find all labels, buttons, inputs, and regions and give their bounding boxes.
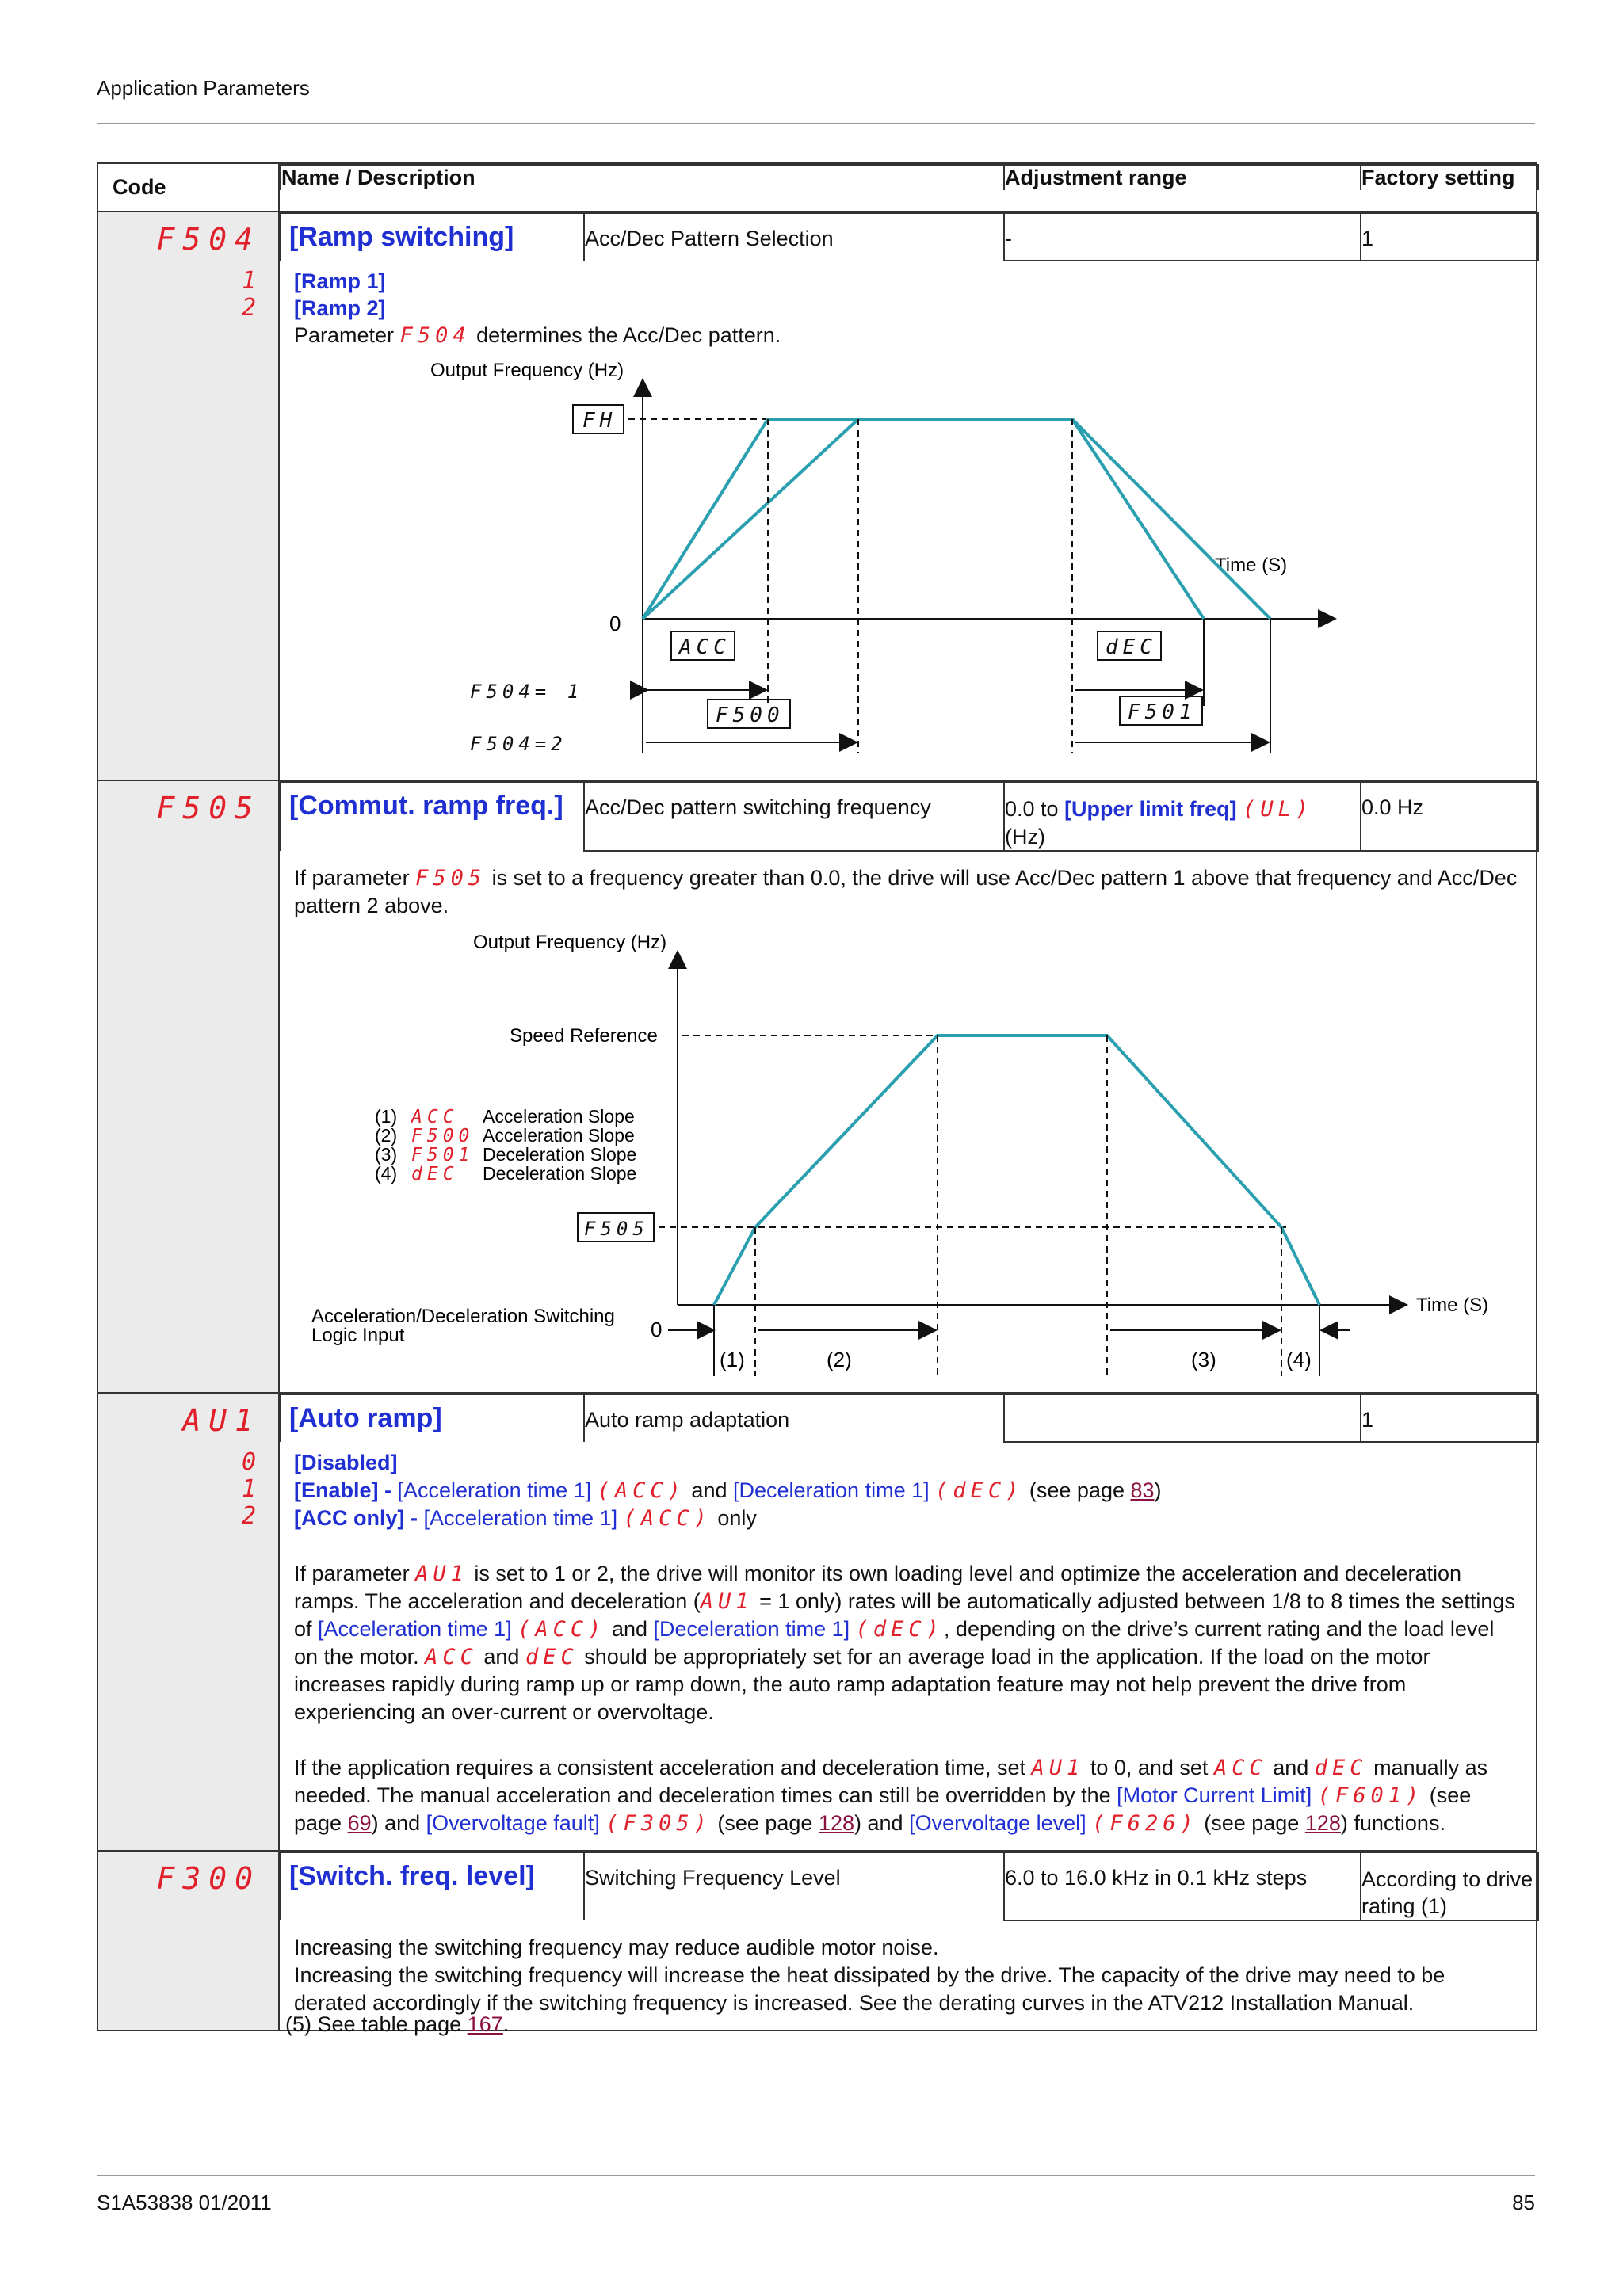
svg-text:Deceleration Slope: Deceleration Slope (483, 1144, 637, 1165)
au1-paragraph-2: If the application requires a consistent acceleration and deceleration time, set AU1 to 0, and set ACC and dEC manually as needed. The manual acceleration and deceleration times can still be overridden by the [Motor Current Limit] (F601) (see page 69) and [Overvoltage fault] (F305) (see page 128) and [Overvoltage level] (F626) (see page 128) functions. (294, 1756, 1488, 1836)
link-page-69[interactable]: 69 (347, 1811, 372, 1835)
switching-input-label: Acceleration/Deceleration Switching (311, 1306, 615, 1327)
col-factory: Factory setting (1361, 165, 1538, 190)
x-axis-label: Time (S) (1215, 555, 1288, 576)
link-page-167[interactable]: 167 (467, 2012, 503, 2036)
svg-text:dEC: dEC (411, 1164, 459, 1184)
svg-text:0: 0 (651, 1318, 663, 1341)
svg-text:Deceleration Slope: Deceleration Slope (483, 1163, 637, 1184)
au1-paragraph-1: If parameter AU1 is set to 1 or 2, the drive will monitor its own loading level and optimize the acceleration and deceleration ramps. The acceleration and deceleration (AU1 = 1 only) rates will be automatically adjusted between 1/8 to 8 times the settings of [Acceleration time 1] (ACC) and [Deceleration time 1] (dEC), depending on the drive’s current rating and the load level on the motor. ACC and dEC should be appropriately set for an average load in the application. If the load on the motor increases rapidly during ramp up or ramp down, the auto ramp adaptation feature may not help prevent the drive from experiencing an over-current or overvoltage. (294, 1562, 1515, 1724)
ramp1-label: F504= 1 (470, 681, 584, 703)
link-page-128-b[interactable]: 128 (1304, 1811, 1341, 1835)
row-f504: F504 1 2 [Ramp switching] Acc/Dec Pattern Selection - 1 [Ramp 1] [Ramp 2] Parameter F504 determines the Acc/Dec pattern. Output Frequency (Hz) FH 0 Time (S) ACC dEC F504= 1 F500 F501 F504=2 (97, 212, 1537, 780)
switching-frequency-diagram (280, 933, 1537, 1392)
f501-box: F501 (1128, 700, 1197, 724)
svg-text:ACC: ACC (411, 1107, 459, 1127)
svg-text:(2): (2) (827, 1348, 852, 1371)
opt-acc-only: [ACC only] - [Acceleration time 1] (ACC) only (294, 1506, 757, 1531)
short-desc-f504: Acc/Dec Pattern Selection (584, 213, 1004, 261)
footnote: (5) See table page 167. (285, 2012, 510, 2036)
svg-text:(4): (4) (375, 1163, 398, 1184)
svg-text:Acceleration Slope: Acceleration Slope (483, 1125, 635, 1146)
col-name: Name / Description (281, 165, 1004, 190)
svg-text:0: 0 (609, 612, 621, 635)
code-f504: F504 (156, 222, 261, 257)
param-name-f504: [Ramp switching] (289, 222, 514, 252)
y-axis-label: Output Frequency (Hz) (473, 933, 667, 953)
factory-au1: 1 (1361, 1394, 1538, 1442)
acc-box: ACC (679, 635, 731, 659)
section-header: Application Parameters (97, 76, 310, 100)
slope-legend (375, 1106, 636, 1184)
f505-box: F505 (584, 1218, 649, 1240)
page-number: 85 (1512, 2191, 1535, 2214)
ramp-pattern-diagram (280, 357, 1537, 769)
param-name-f505: [Commut. ramp freq.] (289, 791, 563, 821)
opt-enable: [Enable] - [Acceleration time 1] (ACC) and [Deceleration time 1] (dEC) (see page 83) (294, 1478, 1162, 1503)
fh-label: FH (582, 409, 617, 433)
row-f300 (97, 1851, 1537, 2031)
f504-desc: Parameter F504 determines the Acc/Dec pattern. (294, 323, 781, 348)
footer-divider (97, 2175, 1535, 2176)
svg-text:F501: F501 (411, 1145, 475, 1165)
f300-desc: Increasing the switching frequency may reduce audible motor noise. Increasing the switching frequency will increase the heat dissipated by the drive. The capacity of the drive may need to be derated accordingly if the switching frequency is increased. See the derating curves in the ATV212 Installation Manual. (294, 1936, 1445, 2015)
svg-text:(4): (4) (1286, 1348, 1312, 1371)
code-au1: AU1 (182, 1403, 261, 1438)
svg-text:Acceleration Slope: Acceleration Slope (483, 1106, 635, 1127)
factory-f300: According to drive rating (1) (1361, 1852, 1538, 1920)
short-desc-f300: Switching Frequency Level (584, 1852, 1004, 1920)
row-au1: AU1 0 1 2 [Auto ramp] Auto ramp adaptation 1 [Disabled] [Enable] - [Acceleration time 1] (ACC) and [Deceleration time 1] (dEC) (see page 83) [ACC only] - [Acceleration time 1] (ACC) only If parameter AU1 is set to 1 or 2, the drive will monitor its own loading level and optimize the acceleration and deceleration ramps. The acceleration and deceleration (AU1 = 1 only) rates will be automatically adjusted between 1/8 to 8 times the settings of [Acceleration time 1] (ACC) and [Deceleration time 1] (dEC), depending on the drive’s current rating and the load level on the motor. ACC and dEC should be appropriately set for an average load in the application. If the load on the motor increases rapidly during ramp up or ramp down, the auto ramp adaptation feature may not help prevent the drive from experiencing an over-current or overvoltage. If the application requires a consistent acceleration and deceleration time, set AU1 to 0, and set ACC and dEC manually as needed. The manual acceleration and deceleration times can still be overridden by the [Motor Current Limit] (F601) (see page 69) and [Overvoltage fault] (F305) (see page 128) and [Overvoltage level] (F626) (see page 128) functions. (97, 1393, 1537, 1851)
range-f300: 6.0 to 16.0 kHz in 0.1 kHz steps (1004, 1852, 1361, 1920)
opt-ramp1: [Ramp 1] (294, 269, 386, 293)
range-f505: 0.0 to [Upper limit freq] (UL) (Hz) (1004, 782, 1361, 851)
link-page-83[interactable]: 83 (1130, 1478, 1155, 1502)
short-desc-f505: Acc/Dec pattern switching frequency (584, 782, 1004, 851)
code-f505: F505 (156, 791, 261, 826)
row-f505 (97, 780, 1537, 1393)
dec-box: dEC (1106, 635, 1157, 659)
svg-text:(3): (3) (375, 1144, 398, 1165)
parameter-table (97, 162, 1537, 2031)
code-f300: F300 (156, 1861, 261, 1896)
header-divider (97, 123, 1535, 124)
svg-text:Logic Input: Logic Input (311, 1325, 405, 1346)
f505-desc: If parameter F505 is set to a frequency greater than 0.0, the drive will use Acc/Dec pattern 1 above that frequency and Acc/Dec pattern 2 above. (294, 866, 1518, 917)
opt-disabled: [Disabled] (294, 1451, 398, 1474)
short-desc-au1: Auto ramp adaptation (584, 1394, 1004, 1442)
range-au1 (1004, 1394, 1361, 1442)
svg-text:(1): (1) (375, 1106, 398, 1127)
param-name-f300: [Switch. freq. level] (289, 1861, 535, 1891)
param-name-au1: [Auto ramp] (289, 1403, 442, 1433)
link-page-128-a[interactable]: 128 (818, 1811, 855, 1835)
opt-ramp2: [Ramp 2] (294, 296, 386, 320)
svg-text:(2): (2) (375, 1125, 398, 1146)
range-f504: - (1004, 213, 1361, 261)
factory-f505: 0.0 Hz (1361, 782, 1538, 851)
ramp2-label: F504=2 (470, 733, 567, 755)
x-axis-label: Time (S) (1416, 1295, 1489, 1316)
svg-text:(1): (1) (720, 1348, 745, 1371)
factory-f504: 1 (1361, 213, 1538, 261)
svg-text:(3): (3) (1191, 1348, 1216, 1371)
f500-box: F500 (716, 704, 785, 727)
y-axis-label: Output Frequency (Hz) (430, 360, 624, 381)
speed-reference-label: Speed Reference (510, 1025, 658, 1047)
svg-text:F500: F500 (411, 1126, 475, 1146)
col-range: Adjustment range (1004, 165, 1361, 190)
col-code: Code (97, 163, 279, 212)
document-id: S1A53838 01/2011 (97, 2191, 272, 2214)
